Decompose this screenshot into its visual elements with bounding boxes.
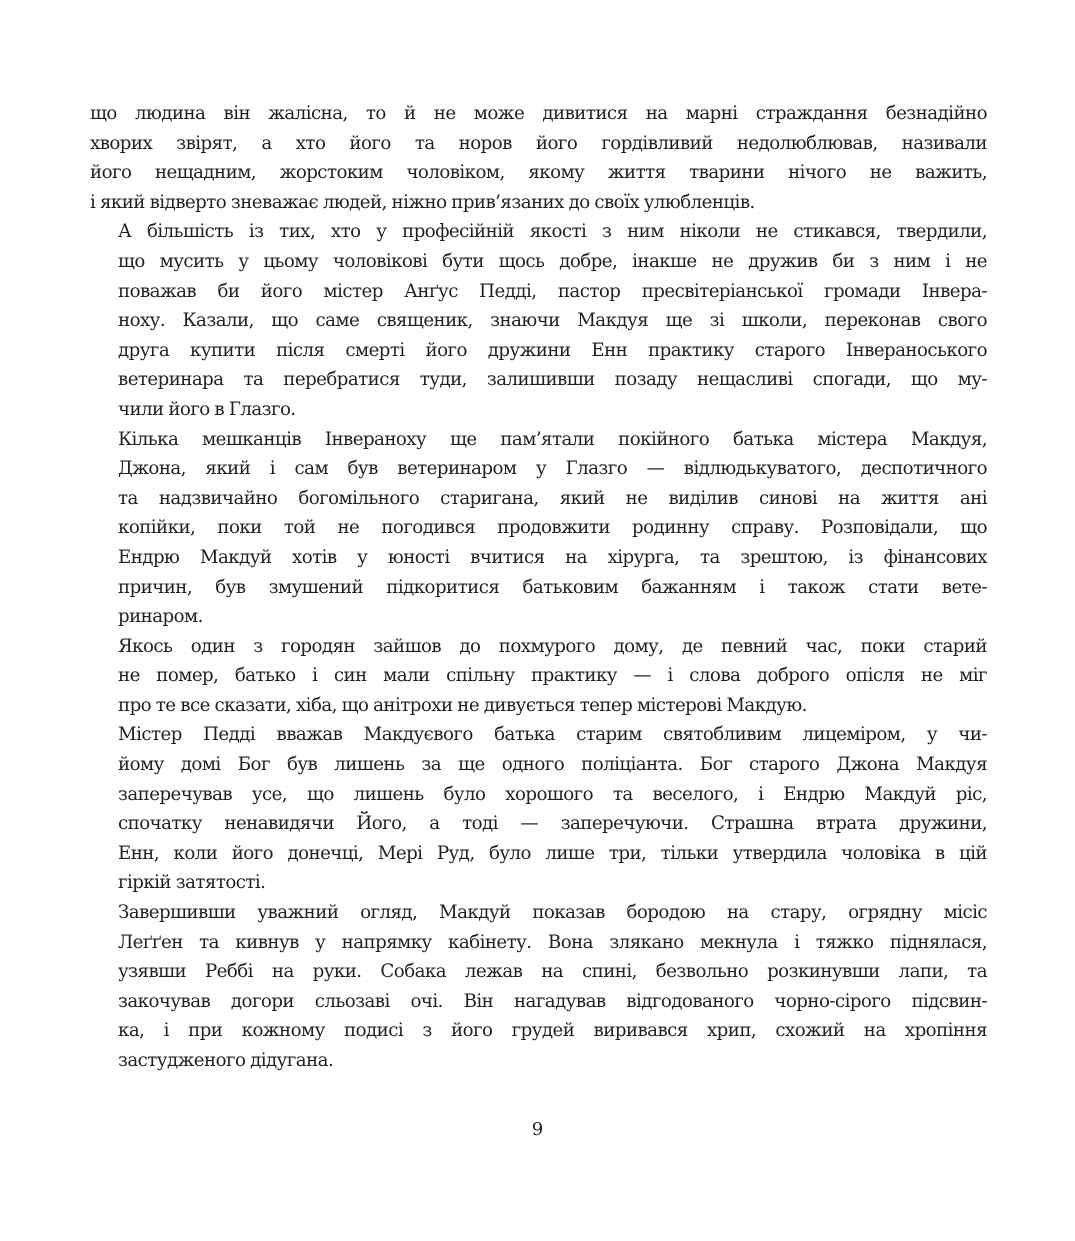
text-line: та надзвичайно богомільного старигана, який не виділив синові на життя ані <box>118 487 987 509</box>
paragraph-5 <box>90 720 987 898</box>
text-line: Кілька мешканців Інвераноху ще пам’ятали покійного батька містера Макдуя, <box>118 428 987 450</box>
text-line: Містер Педді вважав Макдуєвого батька старим святобливим лицеміром, у чи- <box>118 724 987 746</box>
text-line: друга купити після смерті його дружини Енн практику старого Інвераноського <box>118 339 987 361</box>
paragraph-4 <box>90 632 987 721</box>
text-line: поважав би його містер Анґус Педді, пастор пресвітеріанської громади Інвера- <box>118 280 987 302</box>
text-line: ка, і при кожному подисі з його грудей виривався хрип, схожий на хропіння <box>118 1020 987 1042</box>
paragraph-6 <box>90 898 987 1076</box>
text-line: не помер, батько і син мали спільну практику — і слова доброго опісля не міг <box>118 665 987 687</box>
text-line: закочував догори сльозаві очі. Він нагадував відгодованого чорно-сірого підсвин- <box>118 990 987 1012</box>
text-line: ринаром. <box>118 606 203 628</box>
paragraph-2 <box>90 217 987 424</box>
text-line: йому домі Бог був лишень за ще одного поліціанта. Бог старого Джона Макдуя <box>118 754 987 776</box>
text-line: спочатку ненавидячи Його, а тоді — заперечуючи. Страшна втрата дружини, <box>118 813 987 835</box>
text-line: копійки, поки той не погодився продовжити родинну справу. Розповідали, що <box>118 517 987 539</box>
text-line: Енн, коли його донечці, Мері Руд, було лише три, тільки утвердила чоловіка в цій <box>118 842 987 864</box>
text-line: і який відверто зневажає людей, ніжно прив’язаних до своїх улюбленців. <box>90 191 755 213</box>
text-line: гіркій затятості. <box>118 872 266 894</box>
text-line: хворих звірят, а хто його та норов його гордівливий недолюблював, називали <box>90 132 987 154</box>
text-line: ветеринара та перебратися туди, залишивши позаду нещасливі спогади, що му- <box>118 369 987 391</box>
text-line: Якось один з городян зайшов до похмурого дому, де певний час, поки старий <box>118 635 987 657</box>
paragraph-1 <box>90 99 987 217</box>
text-line: Джона, який і сам був ветеринаром у Глазго — відлюдькуватого, деспотичного <box>118 458 987 480</box>
text-line: застудженого дідугана. <box>118 1050 334 1071</box>
text-line: Ендрю Макдуй хотів у юності вчитися на хірурга, та зрештою, із фінансових <box>118 546 987 568</box>
text-line: чили його в Глазго. <box>118 398 296 420</box>
text-line: А більшість із тих, хто у професійній якості з ним ніколи не стикався, твердили, <box>118 221 987 243</box>
text-line: ноху. Казали, що саме священик, знаючи Макдуя ще зі школи, переконав свого <box>118 310 987 332</box>
paragraph-3 <box>90 425 987 632</box>
text-line: Леґґен та кивнув у напрямку кабінету. Вона злякано мекнула і тяжко піднялася, <box>118 931 987 953</box>
page-number: 9 <box>531 1119 544 1140</box>
text-line: що людина він жалісна, то й не може дивитися на марні страждання безнадійно <box>90 103 987 124</box>
book-page-body <box>90 99 987 1076</box>
text-line: причин, був змушений підкоритися батьковим бажанням і також стати вете- <box>118 576 987 598</box>
text-line: заперечував усе, що лишень було хорошого та веселого, і Ендрю Макдуй ріс, <box>118 783 987 805</box>
text-line: Завершивши уважний огляд, Макдуй показав бородою на стару, огрядну місіс <box>118 902 987 924</box>
text-line: узявши Реббі на руки. Собака лежав на спині, безвольно розкинувши лапи, та <box>118 961 987 983</box>
text-line: про те все сказати, хіба, що анітрохи не дивується тепер містерові Макдую. <box>118 694 807 716</box>
text-line: що мусить у цьому чоловікові бути щось добре, інакше не дружив би з ним і не <box>118 250 987 272</box>
text-line: його нещадним, жорстоким чоловіком, якому життя тварини нічого не важить, <box>90 162 987 184</box>
